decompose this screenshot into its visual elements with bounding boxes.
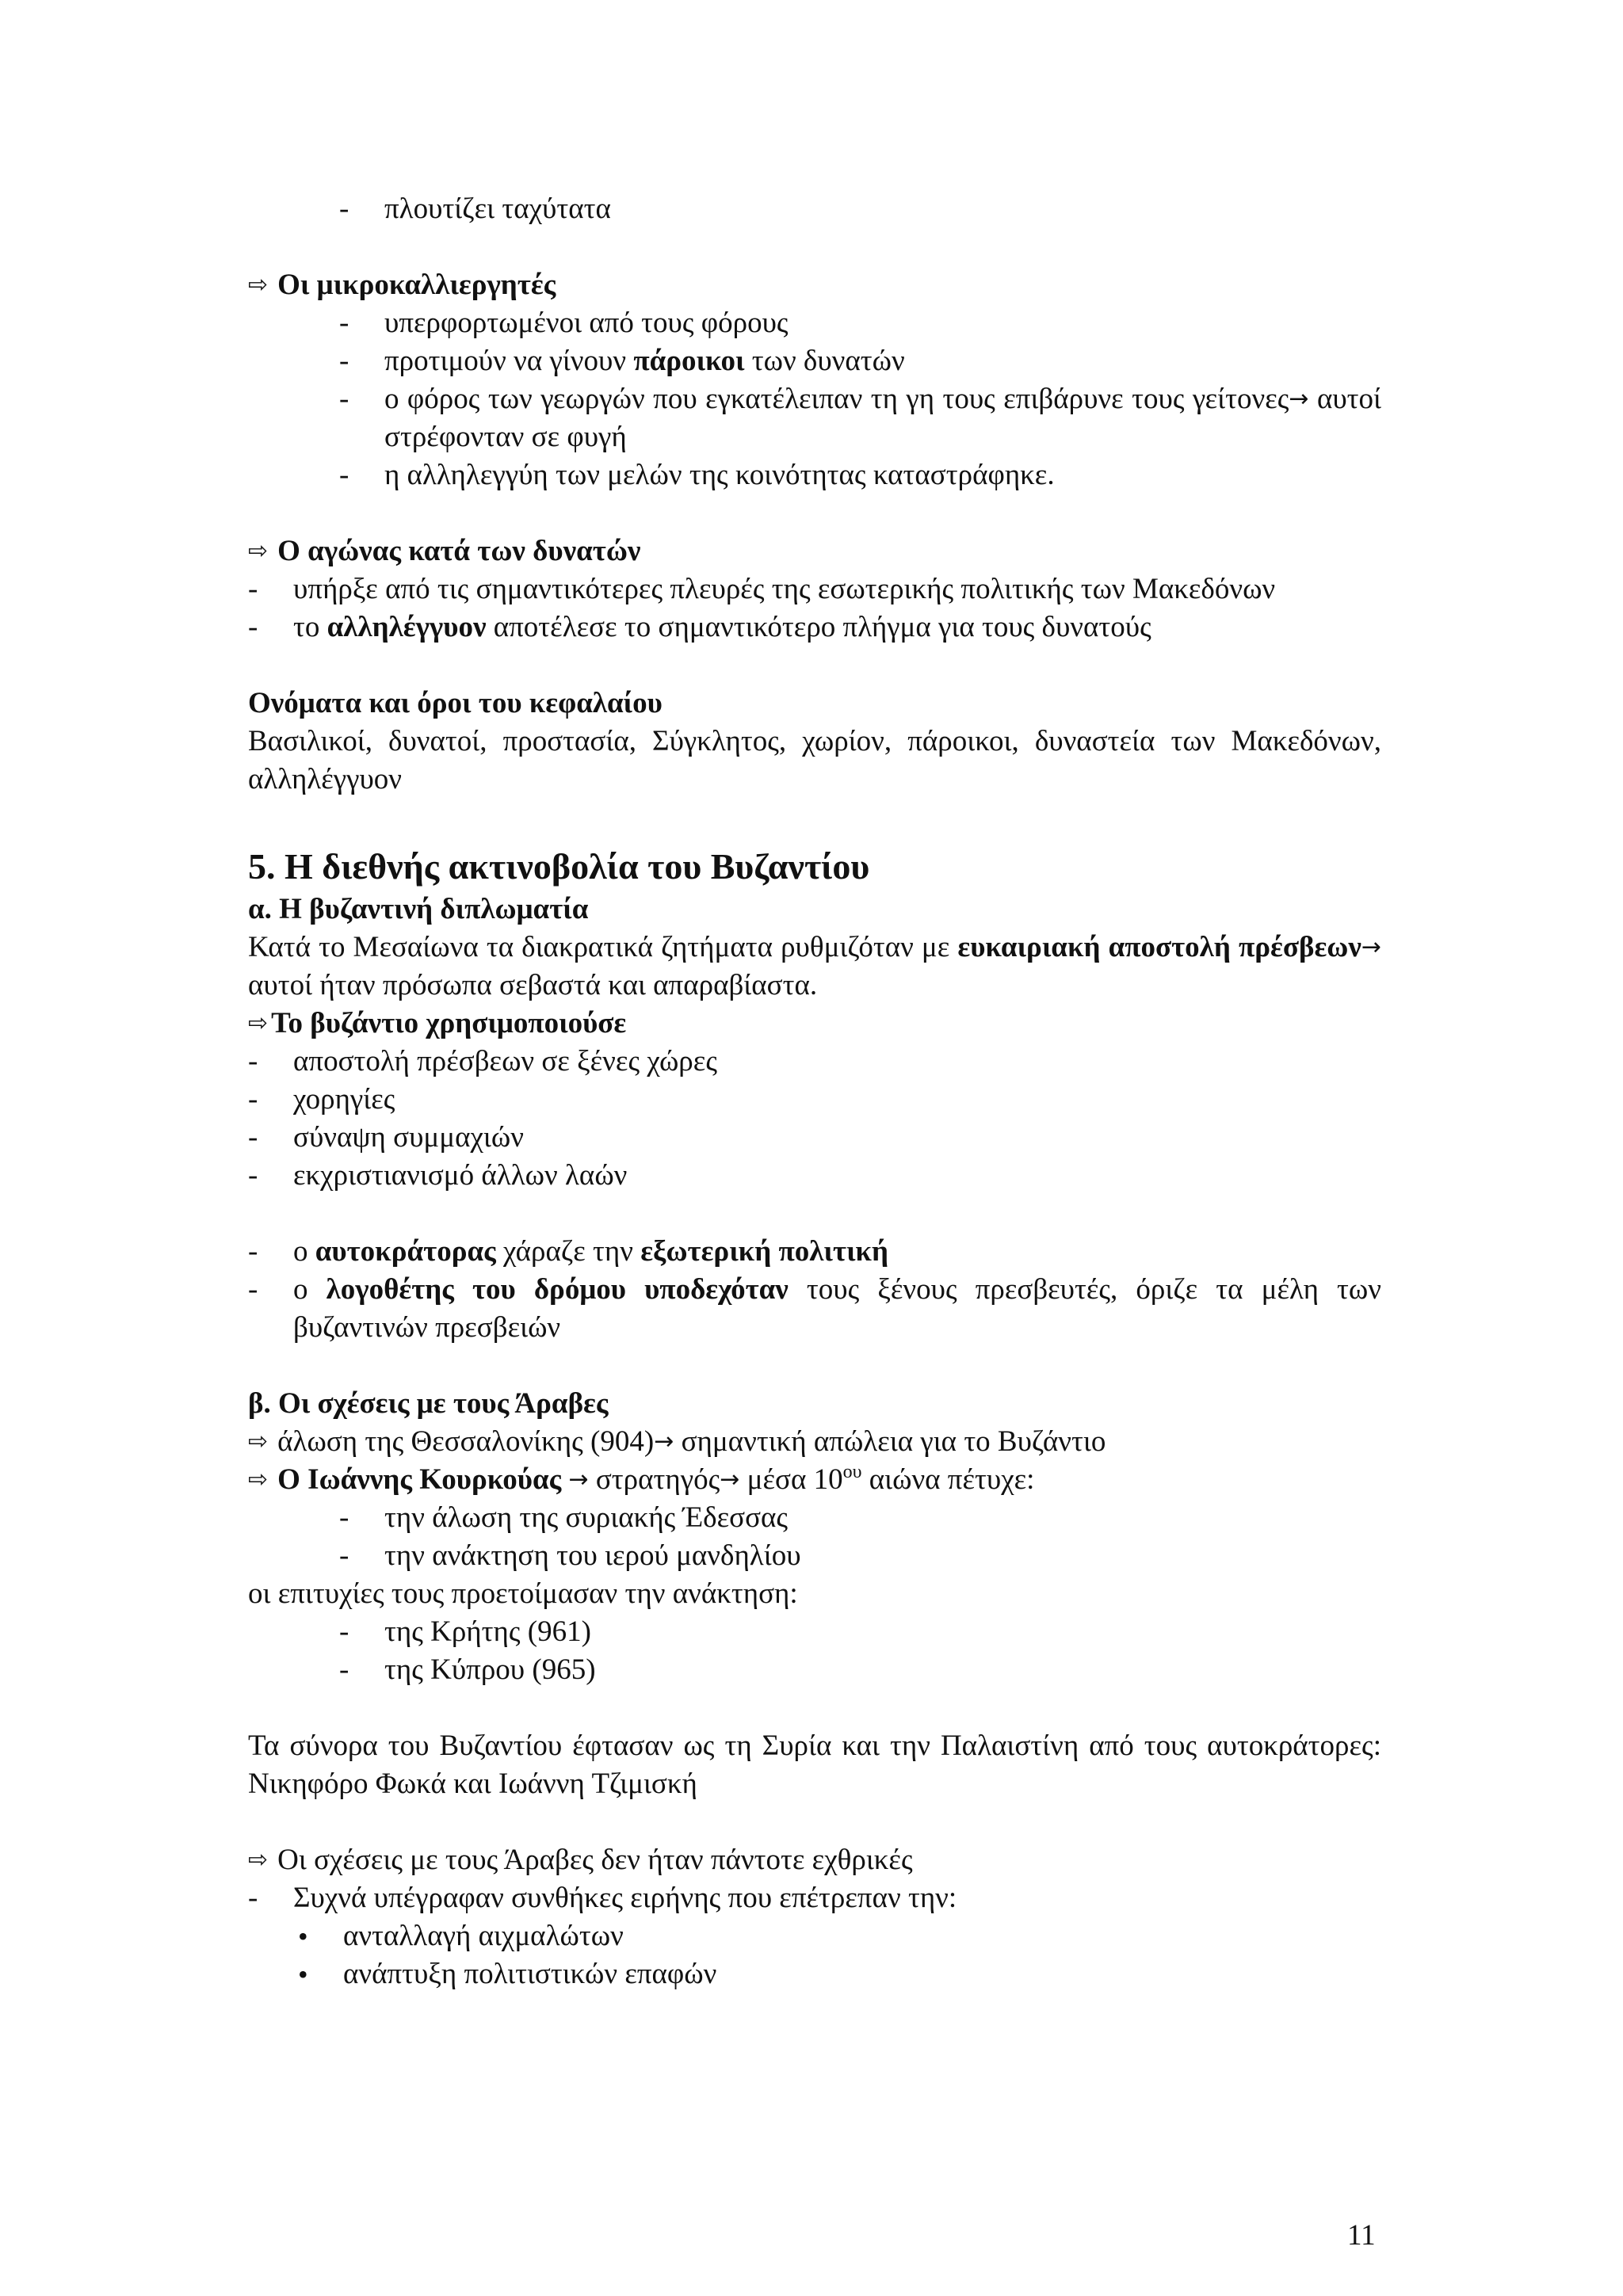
page-number: 11 xyxy=(1347,2219,1376,2252)
arrow-icon: → xyxy=(720,1466,740,1493)
arrow-icon: → xyxy=(1361,933,1381,961)
list-item: - της Κύπρου (965) xyxy=(339,1651,1381,1689)
relations-line: ⇨ Οι σχέσεις με τους Άραβες δεν ήταν πάντοτε εχθρικές xyxy=(248,1841,1381,1879)
list-item: - πλουτίζει ταχύτατα xyxy=(339,190,1381,228)
diplomacy-intro: Κατά το Μεσαίωνα τα διακρατικά ζητήματα ρυθμιζόταν με ευκαιριακή αποστολή πρέσβεων→ αυτοί ήταν πρόσωπα σεβαστά και απαραβίαστα. xyxy=(248,931,1381,1001)
list-item: - η αλληλεγγύη των μελών της κοινότητας καταστράφηκε. xyxy=(339,456,1381,494)
arrow-icon: → xyxy=(568,1466,589,1493)
list-item: - ο λογοθέτης του δρόμου υποδεχόταν τους ξένους πρεσβευτές, όριζε τα μέλη των βυζαντινών πρεσβειών xyxy=(248,1271,1381,1347)
arrow-icon: → xyxy=(654,1428,674,1455)
subsection-heading-diplomacy: α. Η βυζαντινή διπλωματία xyxy=(248,893,589,925)
bullet-item: • ανάπτυξη πολιτιστικών επαφών xyxy=(248,1955,1381,1993)
list-item: - υπερφορτωμένοι από τους φόρους xyxy=(339,304,1381,342)
subsection-heading-arabs: β. Οι σχέσεις με τους Άραβες xyxy=(248,1387,609,1420)
list-item: - ο φόρος των γεωργών που εγκατέλειπαν τη γη τους επιβάρυνε τους γείτονες→ αυτοί στρέφονταν σε φυγή xyxy=(339,380,1381,456)
list-item: - υπήρξε από τις σημαντικότερες πλευρές της εσωτερικής πολιτικής των Μακεδόνων xyxy=(248,570,1381,608)
list-item: - εκχριστιανισμό άλλων λαών xyxy=(248,1157,1381,1195)
terms-heading: Ονόματα και όροι του κεφαλαίου xyxy=(248,687,663,719)
list-item: - την άλωση της συριακής Έδεσσας xyxy=(339,1499,1381,1537)
hollow-arrow-icon: ⇨ xyxy=(248,1428,269,1455)
kourkouas-line: ⇨ Ο Ιωάννης Κουρκούας → στρατηγός→ μέσα $10^{o\upsilon}$ αιώνα πέτυχε: xyxy=(248,1461,1381,1499)
document-page xyxy=(248,190,1381,1993)
list-item: - σύναψη συμμαχιών xyxy=(248,1119,1381,1157)
hollow-arrow-icon: ⇨ xyxy=(248,1846,269,1874)
list-item: - της Κρήτης (961) xyxy=(339,1613,1381,1651)
hollow-arrow-icon: ⇨ xyxy=(248,1009,269,1037)
hollow-arrow-icon: ⇨ xyxy=(248,271,269,299)
list-item: - χορηγίες xyxy=(248,1081,1381,1119)
prepared-text: οι επιτυχίες τους προετοίμασαν την ανάκτηση: xyxy=(248,1577,798,1610)
list-item: - Συχνά υπέγραφαν συνθήκες ειρήνης που επέτρεπαν την: xyxy=(248,1879,1381,1917)
list-item: - ο αυτοκράτορας χάραζε την εξωτερική πολιτική xyxy=(248,1233,1381,1271)
list-item: - αποστολή πρέσβεων σε ξένες χώρες xyxy=(248,1043,1381,1081)
used-heading: ⇨ Το βυζάντιο χρησιμοποιούσε xyxy=(248,1005,1381,1043)
hollow-arrow-icon: ⇨ xyxy=(248,537,269,565)
thessaloniki-line: ⇨ άλωση της Θεσσαλονίκης (904)→ σημαντική απώλεια για το Βυζάντιο xyxy=(248,1423,1381,1461)
terms-text: Βασιλικοί, δυνατοί, προστασία, Σύγκλητος, χωρίον, πάροικοι, δυναστεία των Μακεδόνων, αλληλέγγυον xyxy=(248,725,1381,795)
list-item: - την ανάκτηση του ιερού μανδηλίου xyxy=(339,1537,1381,1575)
bullet-item: • ανταλλαγή αιχμαλώτων xyxy=(248,1917,1381,1955)
section-heading-smallholders: ⇨ Οι μικροκαλλιεργητές xyxy=(248,266,1381,304)
list-item: - το αλληλέγγυον αποτέλεσε το σημαντικότερο πλήγμα για τους δυνατούς xyxy=(248,608,1381,646)
section-heading-struggle: ⇨ Ο αγώνας κατά των δυνατών xyxy=(248,532,1381,570)
chapter-title: 5. Η διεθνής ακτινοβολία του Βυζαντίου xyxy=(248,846,870,887)
arrow-icon: → xyxy=(1289,385,1309,413)
borders-paragraph: Τα σύνορα του Βυζαντίου έφτασαν ως τη Συρία και την Παλαιστίνη από τους αυτοκράτορες: Νικηφόρο Φωκά και Ιωάννη Τζιμισκή xyxy=(248,1730,1381,1800)
hollow-arrow-icon: ⇨ xyxy=(248,1466,269,1493)
list-item: - προτιμούν να γίνουν πάροικοι των δυνατών xyxy=(339,342,1381,380)
